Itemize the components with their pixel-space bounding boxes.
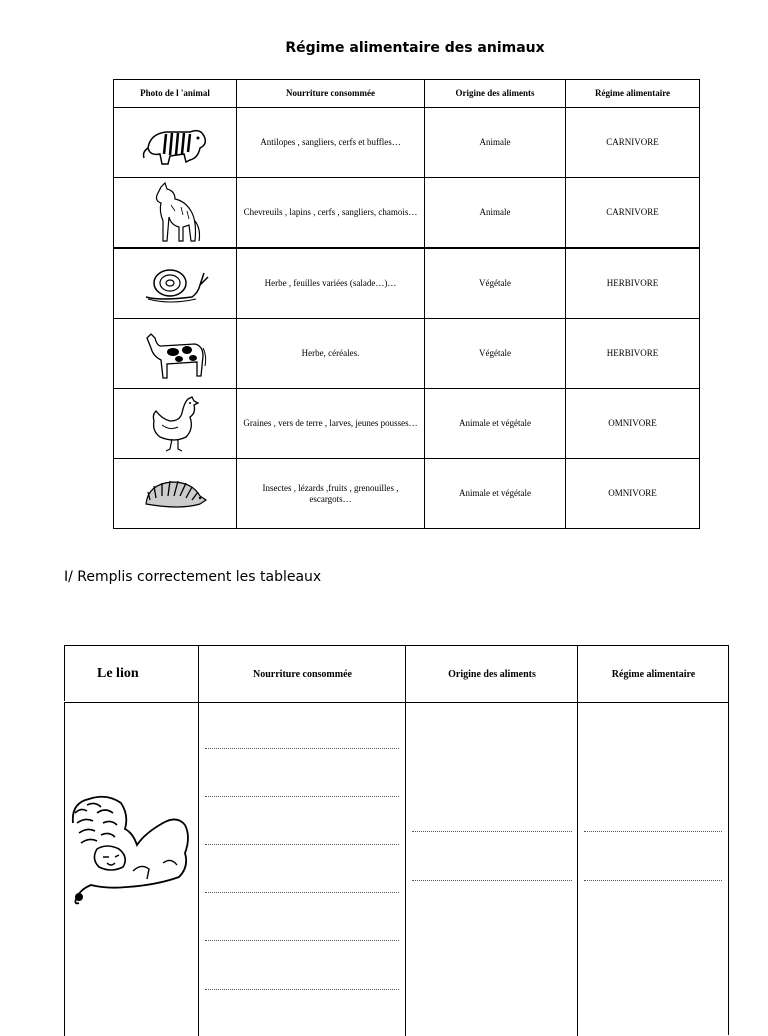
- answer-line: [584, 831, 722, 832]
- diet-cell: HERBIVORE: [566, 319, 700, 389]
- answer-line: [205, 892, 399, 893]
- hen-icon: [148, 395, 202, 453]
- exercise-header-origin: Origine des aliments: [405, 645, 578, 702]
- origin-cell: Animale et végétale: [425, 389, 566, 459]
- table-row: [114, 108, 700, 178]
- food-cell: Graines , vers de terre , larves, jeunes pousses…: [237, 389, 425, 459]
- exercise-animal-name: Le lion: [64, 645, 198, 701]
- exercise-header-food: Nourriture consommée: [198, 645, 406, 702]
- header-origin: Origine des aliments: [425, 80, 566, 108]
- exercise-diet-answer-cell[interactable]: [577, 702, 729, 1036]
- animal-photo-cell: [114, 459, 237, 529]
- diet-cell: OMNIVORE: [566, 389, 700, 459]
- origin-cell: Végétale: [425, 319, 566, 389]
- table-row: [114, 248, 700, 319]
- animal-photo-cell: [114, 108, 237, 178]
- diet-cell: OMNIVORE: [566, 459, 700, 529]
- wolf-icon: [145, 181, 205, 245]
- answer-line: [205, 989, 399, 990]
- table-header-row: [114, 80, 700, 108]
- diet-cell: CARNIVORE: [566, 178, 700, 249]
- page-title: Régime alimentaire des animaux: [285, 40, 545, 56]
- table-row: [114, 459, 700, 529]
- food-cell: Herbe , feuilles variées (salade…)…: [237, 248, 425, 319]
- answer-line: [205, 796, 399, 797]
- header-food: Nourriture consommée: [237, 80, 425, 108]
- food-cell: Insectes , lézards ,fruits , grenouilles , escargots…: [237, 459, 425, 529]
- cow-icon: [143, 326, 207, 382]
- reference-table: [113, 79, 700, 529]
- table-row: [114, 319, 700, 389]
- animal-photo-cell: [114, 319, 237, 389]
- answer-line: [584, 880, 722, 881]
- exercise-instruction: I/ Remplis correctement les tableaux: [64, 569, 322, 585]
- origin-cell: Animale et végétale: [425, 459, 566, 529]
- answer-line: [205, 748, 399, 749]
- answer-line: [205, 940, 399, 941]
- food-cell: Herbe, céréales.: [237, 319, 425, 389]
- animal-photo-cell: [114, 389, 237, 459]
- diet-cell: CARNIVORE: [566, 108, 700, 178]
- animal-photo-cell: [114, 178, 237, 249]
- header-diet: Régime alimentaire: [566, 80, 700, 108]
- exercise-table: [64, 645, 729, 1035]
- exercise-food-answer-cell[interactable]: [198, 702, 406, 1036]
- exercise-header-diet: Régime alimentaire: [577, 645, 729, 702]
- origin-cell: Végétale: [425, 248, 566, 319]
- hedgehog-icon: [140, 474, 210, 514]
- table-row: [114, 389, 700, 459]
- lion-icon: [67, 793, 195, 905]
- answer-line: [205, 844, 399, 845]
- food-cell: Chevreuils , lapins , cerfs , sangliers, chamois…: [237, 178, 425, 249]
- food-cell: Antilopes , sangliers, cerfs et buffles…: [237, 108, 425, 178]
- origin-cell: Animale: [425, 108, 566, 178]
- answer-line: [412, 831, 572, 832]
- header-photo: Photo de l 'animal: [114, 80, 237, 108]
- animal-photo-cell: [114, 248, 237, 319]
- diet-cell: HERBIVORE: [566, 248, 700, 319]
- tiger-icon: [140, 118, 210, 168]
- answer-line: [412, 880, 572, 881]
- exercise-origin-answer-cell[interactable]: [405, 702, 578, 1036]
- exercise-animal-photo-cell: [64, 702, 199, 1036]
- snail-icon: [140, 263, 210, 305]
- table-row: [114, 178, 700, 249]
- origin-cell: Animale: [425, 178, 566, 249]
